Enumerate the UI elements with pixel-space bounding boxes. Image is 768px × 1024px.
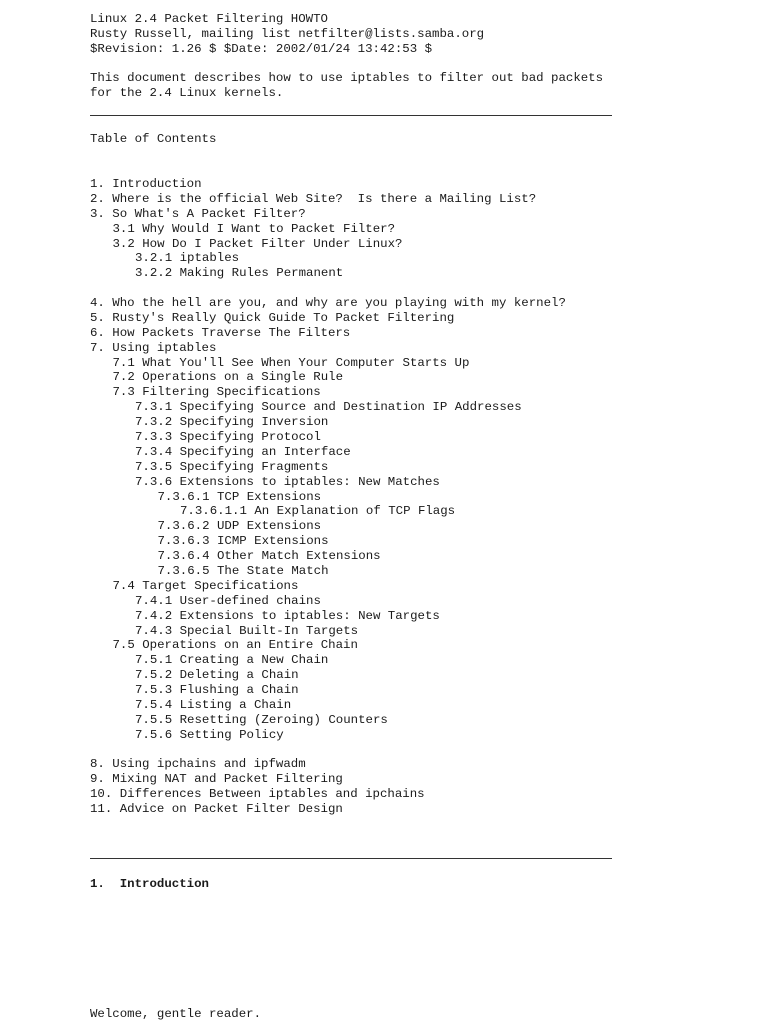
toc-link[interactable]: 7.3.6 Extensions to iptables: New Matches bbox=[135, 474, 440, 489]
toc-link[interactable]: 7.3.6.3 ICMP Extensions bbox=[157, 534, 329, 549]
horizontal-rule bbox=[90, 115, 612, 116]
section-title: Introduction bbox=[119, 877, 209, 891]
toc-link[interactable]: 3.2.1 iptables bbox=[135, 251, 240, 266]
toc-link[interactable]: 7.3.6.2 UDP Extensions bbox=[157, 519, 322, 534]
toc-link[interactable]: 7. Using iptables bbox=[90, 340, 217, 355]
toc-link[interactable]: 7.4.3 Special Built-In Targets bbox=[135, 623, 359, 638]
horizontal-rule bbox=[90, 858, 612, 859]
toc-link[interactable]: 7.3.6.4 Other Match Extensions bbox=[157, 549, 381, 564]
toc-link[interactable]: 7.2 Operations on a Single Rule bbox=[112, 370, 344, 385]
toc-link[interactable]: 7.3.6.1.1 An Explanation of TCP Flags bbox=[180, 504, 456, 519]
toc-group bbox=[90, 296, 566, 743]
toc-link[interactable]: 8. Using ipchains and ipfwadm bbox=[90, 757, 306, 771]
toc-link[interactable]: 10. Differences Between iptables and ipchains bbox=[90, 786, 425, 801]
toc-link[interactable]: 5. Rusty's Really Quick Guide To Packet Filtering bbox=[90, 310, 455, 325]
toc-link[interactable]: 7.3.6.5 The State Match bbox=[157, 564, 329, 579]
toc-link[interactable]: 7.3.1 Specifying Source and Destination IP Addresses bbox=[135, 400, 522, 415]
toc-link[interactable]: 7.4.2 Extensions to iptables: New Targets bbox=[135, 608, 440, 623]
paragraph-line: Welcome, gentle reader. bbox=[90, 1007, 262, 1021]
toc-link[interactable]: 7.3.3 Specifying Protocol bbox=[135, 430, 321, 445]
document-title: Linux 2.4 Packet Filtering HOWTO bbox=[90, 12, 328, 26]
toc-link[interactable]: 2. Where is the official Web Site? Is there a Mailing List? bbox=[90, 191, 537, 206]
toc-link[interactable]: 7.5.5 Resetting (Zeroing) Counters bbox=[135, 712, 388, 727]
toc-link[interactable]: 7.1 What You'll See When Your Computer Starts Up bbox=[112, 355, 470, 370]
toc-link[interactable]: 7.5.6 Setting Policy bbox=[135, 727, 284, 742]
toc-link[interactable]: 4. Who the hell are you, and why are you playing with my kernel? bbox=[90, 296, 566, 310]
toc-link[interactable]: 7.3.4 Specifying an Interface bbox=[135, 444, 351, 459]
toc-link[interactable]: 7.4 Target Specifications bbox=[112, 578, 299, 593]
section-heading bbox=[90, 877, 209, 892]
toc-link[interactable]: 3.1 Why Would I Want to Packet Filter? bbox=[112, 221, 396, 236]
document-abstract bbox=[90, 71, 603, 101]
toc-link[interactable]: 7.5.3 Flushing a Chain bbox=[135, 683, 299, 698]
toc-heading bbox=[90, 132, 216, 147]
section-paragraph bbox=[90, 1007, 261, 1022]
toc-link[interactable]: 7.4.1 User-defined chains bbox=[135, 593, 321, 608]
toc-link[interactable]: 1. Introduction bbox=[90, 177, 202, 191]
toc-link[interactable]: 7.3.2 Specifying Inversion bbox=[135, 415, 329, 430]
toc-link[interactable]: 7.5.2 Deleting a Chain bbox=[135, 668, 299, 683]
toc-link[interactable]: 9. Mixing NAT and Packet Filtering bbox=[90, 771, 343, 786]
toc-group bbox=[90, 757, 425, 817]
toc-link[interactable]: 3. So What's A Packet Filter? bbox=[90, 206, 306, 221]
toc-link[interactable]: 7.3.5 Specifying Fragments bbox=[135, 459, 329, 474]
toc-link[interactable]: 11. Advice on Packet Filter Design bbox=[90, 801, 343, 816]
document-author: Rusty Russell, mailing list netfilter@lists.samba.org bbox=[90, 26, 485, 41]
toc-link[interactable]: 7.3 Filtering Specifications bbox=[112, 385, 321, 400]
abstract-line-2: for the 2.4 Linux kernels. bbox=[90, 85, 284, 100]
toc-link[interactable]: 7.5.4 Listing a Chain bbox=[135, 698, 292, 713]
toc-link[interactable]: 3.2.2 Making Rules Permanent bbox=[135, 266, 344, 281]
abstract-line-1: This document describes how to use iptables to filter out bad packets bbox=[90, 71, 604, 85]
toc-heading-text: Table of Contents bbox=[90, 132, 217, 146]
toc-link[interactable]: 7.3.6.1 TCP Extensions bbox=[157, 489, 322, 504]
toc-group bbox=[90, 177, 536, 281]
toc-link[interactable]: 6. How Packets Traverse The Filters bbox=[90, 325, 351, 340]
toc-link[interactable]: 7.5 Operations on an Entire Chain bbox=[112, 638, 358, 653]
toc-link[interactable]: 7.5.1 Creating a New Chain bbox=[135, 653, 329, 668]
toc-link[interactable]: 3.2 How Do I Packet Filter Under Linux? bbox=[112, 236, 403, 251]
document-header bbox=[90, 12, 484, 57]
document-revision: $Revision: 1.26 $ $Date: 2002/01/24 13:42:53 $ bbox=[90, 41, 433, 56]
section-number: 1. bbox=[90, 877, 105, 891]
